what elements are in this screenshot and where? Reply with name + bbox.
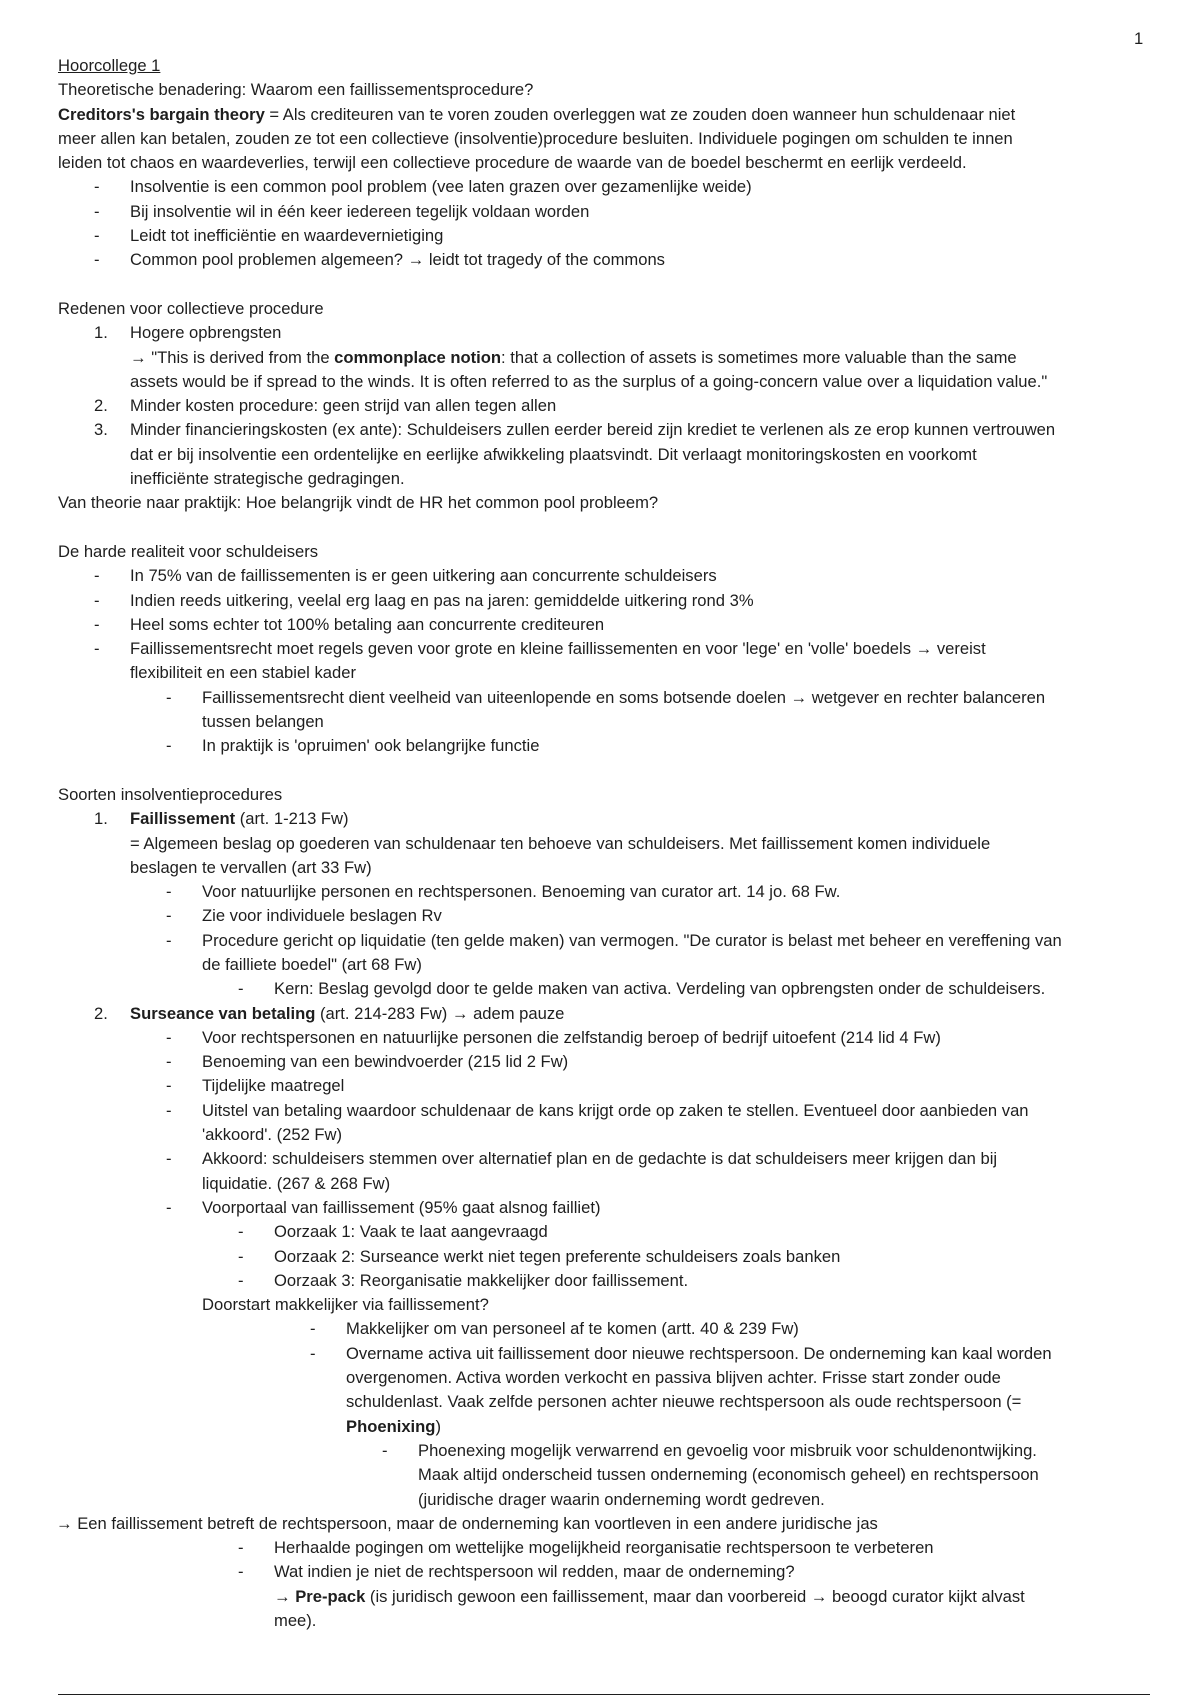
sub-list-item: - In praktijk is 'opruimen' ook belangrijke functie — [166, 736, 540, 756]
phoenixing-item-cont: (juridische drager waarin onderneming wordt gedreven. — [418, 1489, 825, 1509]
cause-item: - Oorzaak 2: Surseance werkt niet tegen preferente schuldeisers zoals banken — [238, 1246, 841, 1266]
list-item: - Heel soms echter tot 100% betaling aan concurrente crediteuren — [94, 614, 605, 634]
numbered-item: 1. Faillissement (art. 1-213 Fw) — [94, 809, 349, 829]
section-heading: Redenen voor collectieve procedure — [58, 298, 324, 318]
quote-line: assets would be if spread to the winds. It is often referred to as the surplus of a going-concern value over a liquidation value." — [130, 371, 1048, 391]
restart-item: - Overname activa uit faillissement door nieuwe rechtspersoon. De onderneming kan kaal worden — [310, 1343, 1052, 1363]
sub-list-item: - Voor rechtspersonen en natuurlijke personen die zelfstandig beroep of bedrijf uitoefent (214 lid 4 Fw) — [166, 1027, 941, 1047]
lecture-title: Hoorcollege 1 — [58, 56, 161, 75]
phoenixing-term: Phoenixing — [346, 1416, 436, 1436]
phoenixing-item-cont: Maak altijd onderscheid tussen onderneming (economisch geheel) en rechtspersoon — [418, 1465, 1039, 1485]
restart-item-cont: schuldenlast. Vaak zelfde personen achter nieuwe rechtspersoon als oude rechtspersoon (= — [346, 1392, 1022, 1412]
list-item: - Faillissementsrecht moet regels geven voor grote en kleine faillissementen en voor 'lege' en 'volle' boedels → vereist — [94, 639, 986, 659]
list-item-cont: flexibiliteit en een stabiel kader — [130, 663, 356, 683]
numbered-item: 1. Hogere opbrengsten — [94, 323, 282, 343]
section-heading: Soorten insolventieprocedures — [58, 784, 283, 804]
phoenixing-item: - Phoenexing mogelijk verwarrend en gevoelig voor misbruik voor schuldenontwijking. — [382, 1440, 1037, 1460]
sub-list-item-cont: 'akkoord'. (252 Fw) — [202, 1125, 343, 1145]
sub-list-item: - Voor natuurlijke personen en rechtspersonen. Benoeming van curator art. 14 jo. 68 Fw. — [166, 882, 841, 902]
list-item: - In 75% van de faillissementen is er geen uitkering aan concurrente schuldeisers — [94, 566, 717, 586]
closing-question: Van theorie naar praktijk: Hoe belangrijk vindt de HR het common pool probleem? — [58, 493, 659, 513]
cause-item: - Oorzaak 1: Vaak te laat aangevraagd — [238, 1222, 548, 1242]
numbered-item: 2. Minder kosten procedure: geen strijd van allen tegen allen — [94, 396, 557, 416]
document-body — [58, 54, 1150, 1633]
sub-list-item: - Zie voor individuele beslagen Rv — [166, 906, 442, 926]
sub-list-item: - Benoeming van een bewindvoerder (215 lid 2 Fw) — [166, 1052, 569, 1072]
section-heading: De harde realiteit voor schuldeisers — [58, 541, 319, 561]
intro-paragraph-line: Creditors's bargain theory = Als crediteuren van te voren zouden overleggen wat ze zouden doen wanneer hun schuldenaar niet — [58, 104, 1016, 124]
list-item: - Common pool problemen algemeen? → leidt tot tragedy of the commons — [94, 250, 665, 270]
definition-line: = Algemeen beslag op goederen van schuldenaar ten behoeve van schuldeisers. Met faillissement komen individuele — [130, 833, 991, 853]
sub-list-item-cont: de failliete boedel" (art 68 Fw) — [202, 954, 422, 974]
sub-list-item: - Procedure gericht op liquidatie (ten gelde maken) van vermogen. "De curator is belast met beheer en vereffening van — [166, 930, 1062, 950]
sub-sub-list-item: - Kern: Beslag gevolgd door te gelde maken van activa. Verdeling van opbrengsten onder de schuldeisers. — [238, 979, 1046, 999]
conclusion-line: → Een faillissement betreft de rechtspersoon, maar de onderneming kan voortleven in een andere juridische jas — [56, 1513, 878, 1533]
definition-line: beslagen te vervallen (art 33 Fw) — [130, 857, 372, 877]
restart-heading: Doorstart makkelijker via faillissement? — [202, 1295, 489, 1315]
lecture-subtitle: Theoretische benadering: Waarom een faillissementsprocedure? — [58, 80, 534, 100]
theory-term: Creditors's bargain theory — [58, 104, 265, 124]
numbered-item-cont: inefficiënte strategische gedragingen. — [130, 469, 405, 489]
numbered-item: 3. Minder financieringskosten (ex ante): Schuldeisers zullen eerder bereid zijn krediet te verlenen als ze erop kunnen vertrouwen — [94, 420, 1056, 440]
sub-list-item: - Uitstel van betaling waardoor schuldenaar de kans krijgt orde op zaken te stellen. Eventueel door aanbieden van — [166, 1100, 1029, 1120]
restart-item: - Makkelijker om van personeel af te komen (artt. 40 & 239 Fw) — [310, 1319, 799, 1339]
restart-item-cont: overgenomen. Activa worden verkocht en passiva blijven achter. Frisse start zonder oude — [346, 1368, 1001, 1388]
list-item: - Bij insolventie wil in één keer iedereen tegelijk voldaan worden — [94, 201, 590, 221]
numbered-item-cont: dat er bij insolventie een ordentelijke en eerlijke afwikkeling plaatsvindt. Dit verlaagt monitoringskosten en voorkomt — [130, 444, 977, 464]
quote-line: → "This is derived from the commonplace notion: that a collection of assets is sometimes more valuable than the same — [130, 347, 1017, 367]
prepack-line: → Pre-pack (is juridisch gewoon een faillissement, maar dan voorbereid → beoogd curator kijkt alvast — [274, 1586, 1025, 1606]
bottom-rule — [58, 1694, 1150, 1695]
restart-item-cont: Phoenixing) — [346, 1416, 441, 1436]
sub-list-item-cont: tussen belangen — [202, 712, 324, 732]
sub-list-item: - Akkoord: schuldeisers stemmen over alternatief plan en de gedachte is dat schuldeisers meer krijgen dan bij — [166, 1149, 998, 1169]
list-item: - Insolventie is een common pool problem (vee laten grazen over gezamenlijke weide) — [94, 177, 752, 197]
sub-list-item: - Voorportaal van faillissement (95% gaat alsnog failliet) — [166, 1197, 601, 1217]
prepack-term: → Pre-pack — [274, 1586, 366, 1606]
list-item: - Leidt tot inefficiëntie en waardevernietiging — [94, 226, 444, 246]
intro-paragraph-line: leiden tot chaos en waardeverlies, terwijl een collectieve procedure de waarde van de boedel beschermt en eerlijk verdeeld. — [58, 153, 967, 173]
sub-list-item-cont: liquidatie. (267 & 268 Fw) — [202, 1173, 391, 1193]
numbered-item: 2. Surseance van betaling (art. 214-283 Fw) → adem pauze — [94, 1003, 565, 1023]
final-item: - Herhaalde pogingen om wettelijke mogelijkheid reorganisatie rechtspersoon te verbeteren — [238, 1538, 934, 1558]
sub-list-item: - Faillissementsrecht dient veelheid van uiteenlopende en soms botsende doelen → wetgever en rechter balanceren — [166, 687, 1046, 707]
final-item: - Wat indien je niet de rechtspersoon wil redden, maar de onderneming? — [238, 1562, 795, 1582]
prepack-line-cont: mee). — [274, 1611, 317, 1630]
page-number: 1 — [1134, 29, 1144, 48]
cause-item: - Oorzaak 3: Reorganisatie makkelijker door faillissement. — [238, 1270, 689, 1290]
intro-paragraph-line: meer allen kan betalen, zouden ze tot een collectieve (insolventie)procedure besluiten. Individuele pogingen om schulden te innen — [58, 128, 1013, 148]
sub-list-item: - Tijdelijke maatregel — [166, 1076, 345, 1096]
list-item: - Indien reeds uitkering, veelal erg laag en pas na jaren: gemiddelde uitkering rond 3% — [94, 590, 754, 610]
